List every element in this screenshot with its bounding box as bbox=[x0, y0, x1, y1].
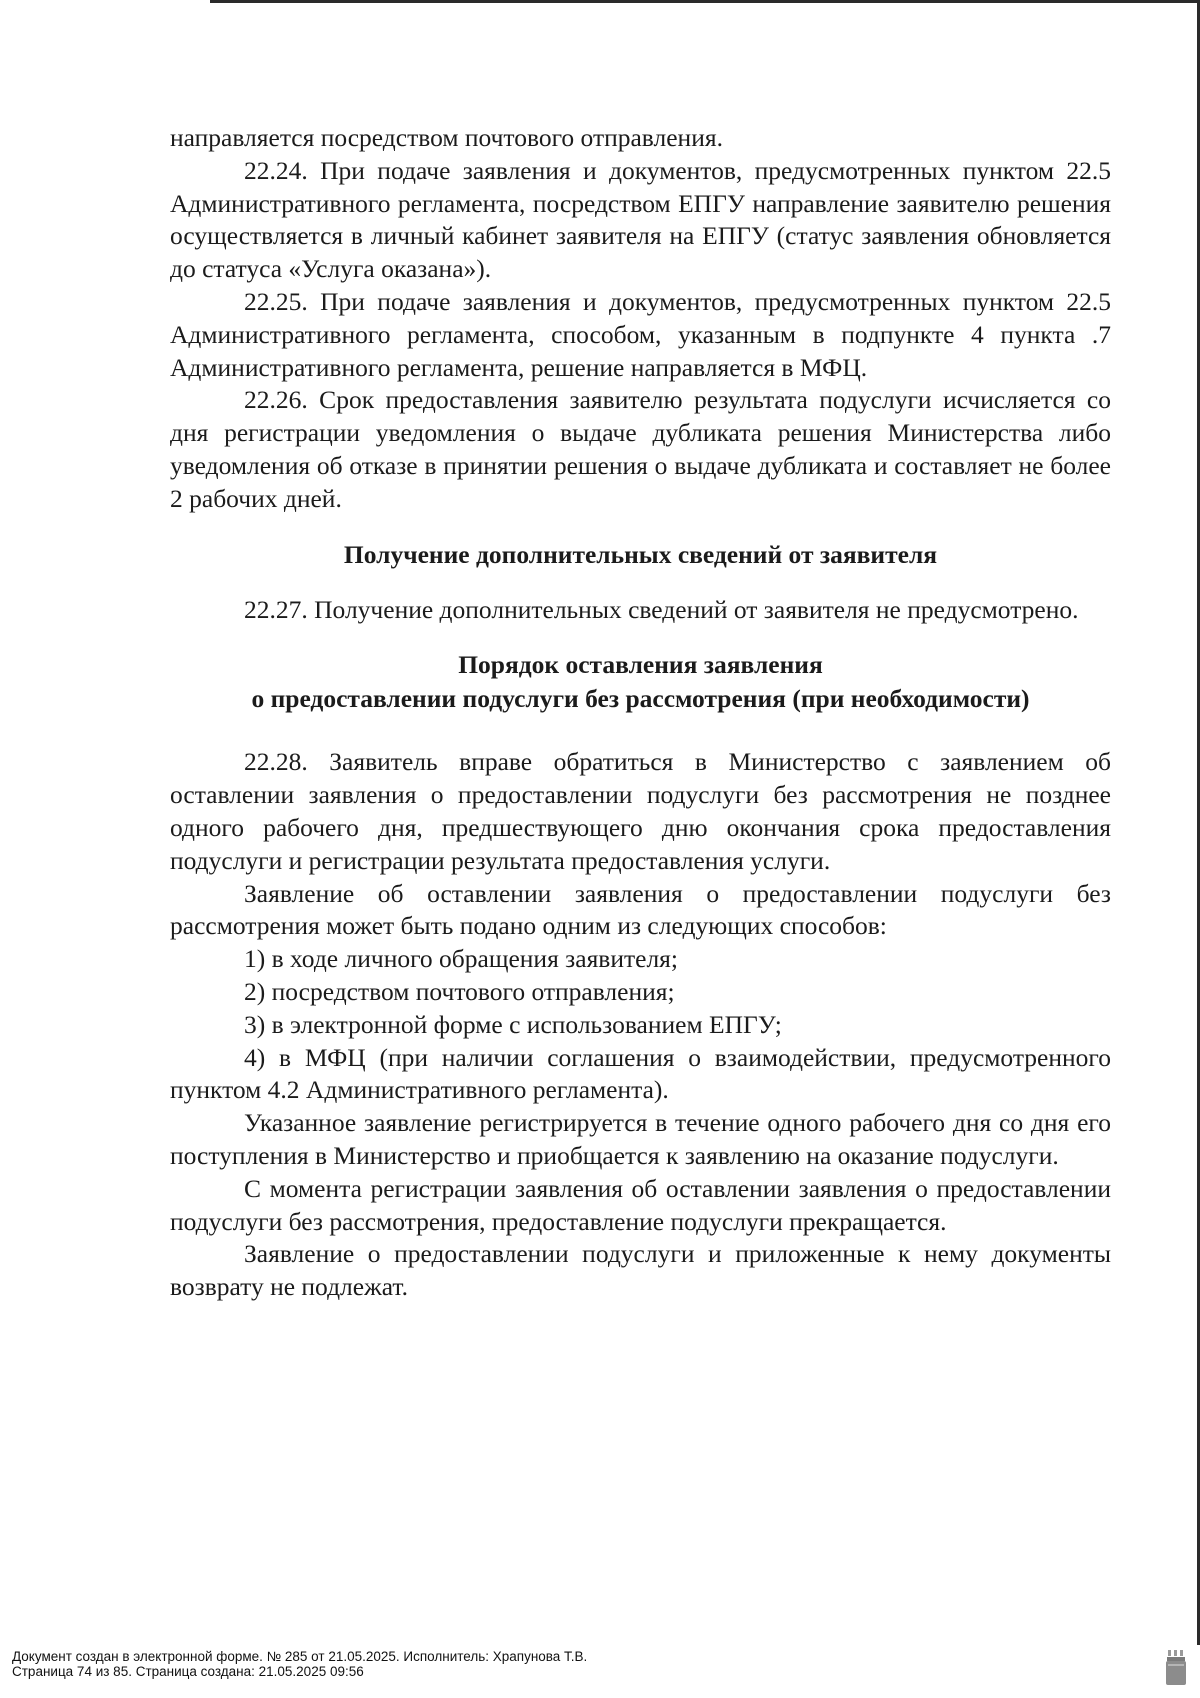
paragraph-22-28: 22.28. Заявитель вправе обратиться в Министерство с заявлением об оставлении заявления о предоставлении подуслуги без рассмотрения не позднее одного рабочего дня, предшествующего дню окончания срока предоставления подуслуги и регистрации результата предоставления услуги. bbox=[170, 747, 1111, 875]
document-body bbox=[170, 122, 1111, 1304]
method-item-1: 1) в ходе личного обращения заявителя; bbox=[244, 944, 678, 974]
top-border-line bbox=[210, 0, 1200, 3]
section-heading-leaving-application bbox=[170, 648, 1111, 716]
section-heading-line-2: о предоставлении подуслуги без рассмотрения (при необходимости) bbox=[251, 684, 1030, 714]
document-footer bbox=[12, 1649, 587, 1679]
method-item-2: 2) посредством почтового отправления; bbox=[244, 976, 675, 1006]
footer-creation-info: Документ создан в электронной форме. № 285 от 21.05.2025. Исполнитель: Храпунова Т.В. bbox=[12, 1649, 588, 1664]
paragraph-no-return: Заявление о предоставлении подуслуги и приложенные к нему документы возврату не подлежат. bbox=[170, 1239, 1111, 1302]
paragraph-22-25: 22.25. При подаче заявления и документов, предусмотренных пунктом 22.5 Административного регламента, способом, указанным в подпункте 4 пункта .7 Административного регламента, решение направляется в МФЦ. bbox=[170, 286, 1111, 382]
paragraph-termination: С момента регистрации заявления об оставлении заявления о предоставлении подуслуги без рассмотрения, предоставление подуслуги прекращается. bbox=[170, 1173, 1111, 1236]
footer-page-info: Страница 74 из 85. Страница создана: 21.05.2025 09:56 bbox=[12, 1664, 364, 1679]
paragraph-22-24: 22.24. При подаче заявления и документов, предусмотренных пунктом 22.5 Административного регламента, посредством ЕПГУ направление заявителю решения осуществляется в личный кабинет заявителя на ЕПГУ (статус заявления обновляется до статуса «Услуга оказана»). bbox=[170, 155, 1111, 284]
section-heading-line-1: Порядок оставления заявления bbox=[458, 650, 823, 680]
paragraph-22-26: 22.26. Срок предоставления заявителю результата подуслуги исчисляется со дня регистрации уведомления о выдаче дубликата решения Министерства либо уведомления об отказе в принятии решения о выдаче дубликата и составляет не более 2 рабочих дней. bbox=[170, 385, 1111, 513]
paragraph-registration: Указанное заявление регистрируется в течение одного рабочего дня со дня его поступления в Министерство и приобщается к заявлению на оказание подуслуги. bbox=[170, 1108, 1111, 1170]
method-item-4: 4) в МФЦ (при наличии соглашения о взаимодействии, предусмотренного пунктом 4.2 Административного регламента). bbox=[170, 1042, 1111, 1105]
method-item-3: 3) в электронной форме с использованием ЕПГУ; bbox=[244, 1009, 782, 1039]
section-heading-additional-info: Получение дополнительных сведений от заявителя bbox=[343, 539, 938, 569]
document-stack-icon bbox=[1164, 1648, 1188, 1686]
paragraph-22-27: 22.27. Получение дополнительных сведений от заявителя не предусмотрено. bbox=[244, 594, 1079, 624]
paragraph-methods-intro: Заявление об оставлении заявления о предоставлении подуслуги без рассмотрения может быть подано одним из следующих способов: bbox=[170, 878, 1111, 941]
paragraph-continuation: направляется посредством почтового отправления. bbox=[170, 123, 723, 152]
